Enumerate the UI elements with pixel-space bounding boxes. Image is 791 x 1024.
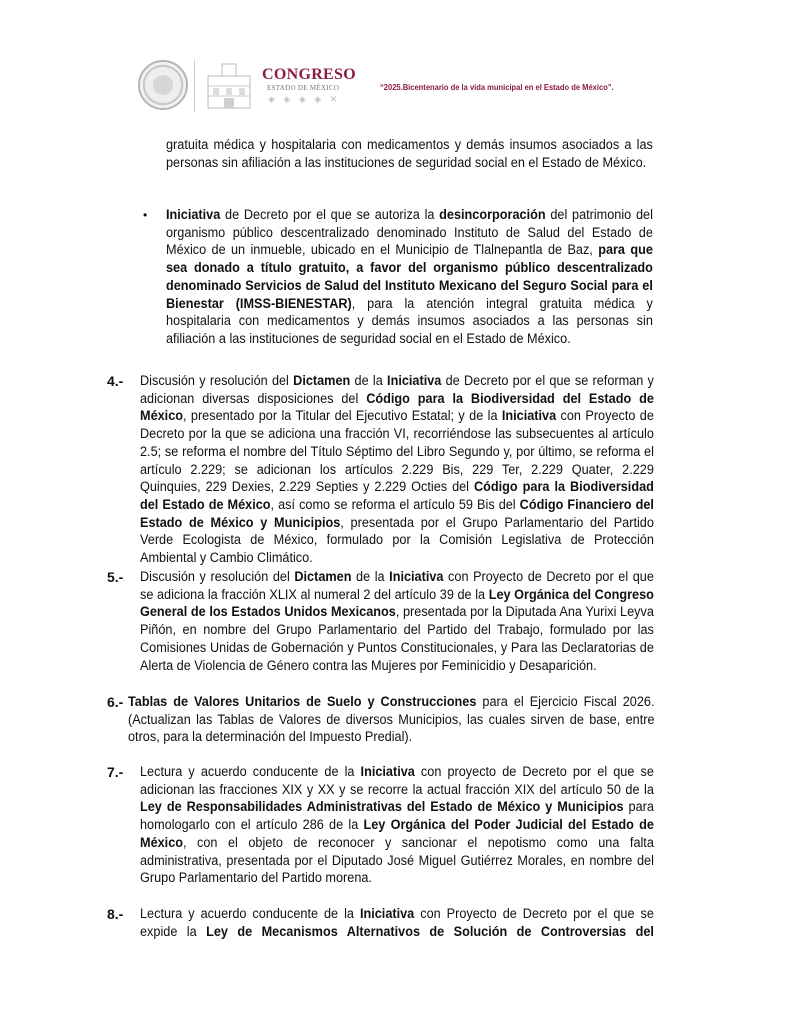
congreso-logo-text: CONGRESO [262,66,356,83]
text: , así como se reforma el artículo 59 Bis del [270,495,520,512]
text: Lectura y acuerdo conducente de la [140,763,361,779]
text: con Proyecto de Decreto por la que se adiciona una fracción VI, recorriéndose las subsecuentes al artículo 2.5; se reforma el nombre del Título Séptimo del Libro Segundo y, por último, se reforma el artículo 2.229; se adicionan los artículos 2.229 Bis, 229 Ter, 2.229 Quater, 2.229 Quinquies, 229 Dexies, 2.229 Septies y 2.229 Octies del [140,407,654,495]
agenda-item-4 [140,372,654,567]
agenda-item-7 [140,763,654,887]
bullet-paragraph [166,206,653,348]
bold-text: Ley Orgánica del Poder Judicial del Estado de México [140,816,654,850]
item-number: 5.- [107,569,124,585]
text: para homologarlo con el artículo 286 de la [140,798,654,833]
bold-text: Dictamen [293,372,351,388]
bold-text: Ley de Responsabilidades Administrativas del Estado de México y Municipios [140,798,624,815]
estado-logo-text: ESTADO DE MÉXICO [267,84,340,92]
text: para el Ejercicio Fiscal 2026. (Actualizan las Tablas de Valores de diversos Municipios, las cuales sirven de base, entre otros, para la determinación del Impuesto Predial). [128,693,655,745]
bold-text: Tablas de Valores Unitarios de Suelo y Construcciones [128,693,477,709]
text: , presentado por la Titular del Ejecutivo Estatal; y de la [183,407,502,424]
agenda-item-8 [140,905,654,940]
text: de la [351,568,390,584]
bold-text: Código Financiero del Estado de México y Municipios [140,495,654,530]
ornament-icons: ◈ ◈ ◈ ◈ ✕ [268,94,341,104]
bold-text: Código para la Biodiversidad del Estado de México [140,478,654,512]
text: , con el objeto de reconocer y sancionar el nepotismo como una falta administrativa, presentada por el Diputado José Miguel Gutiérrez Morales, en nombre del Grupo Parlamentario del Partido morena. [140,833,654,886]
agenda-item-5 [140,568,654,674]
text: , para la atención integral gratuita médica y hospitalaria con medicamentos y demás insumos asociados a las personas sin afiliación a las instituciones de seguridad social en el Estado de México. [166,294,653,346]
text: Discusión y resolución del [140,568,295,584]
bold-text: Iniciativa [389,568,444,584]
header-divider [194,60,195,112]
bold-text: Iniciativa [387,372,442,388]
text: , presentada por la Diputada Ana Yurixi Leyva Piñón, en nombre del Grupo Parlamentario del Partido del Trabajo, formulado por las Comisiones Unidas de Gobernación y Puntos Constitucionales, y Para las Declaratorias de Alerta de Violencia de Género contra las Mujeres por Feminicidio y Desaparición. [140,603,654,673]
bold-text: Dictamen [294,568,352,584]
header-motto: “2025.Bicentenario de la vida municipal en el Estado de México”. [380,82,614,92]
text: con Proyecto de Decreto por el que se expide la [140,905,654,939]
bold-text: Iniciativa [360,763,415,779]
text: del patrimonio del organismo público descentralizado denominado Instituto de Salud del Estado de México de un inmueble, ubicado en el Municipio de Tlalnepantla de Baz, [166,206,653,258]
bold-text: Iniciativa [166,206,221,222]
item-number: 4.- [107,373,124,389]
bold-text: desincorporación [439,206,546,222]
bold-text: para que sea donado a título gratuito, a favor del organismo público descentralizado denominado Servicios de Salud del Instituto Mexicano del Seguro Social para el Bienestar (IMSS-BIENESTAR) [166,241,653,311]
congress-building-icon [204,60,254,110]
item-number: 7.- [107,764,124,780]
text: Discusión y resolución del [140,372,294,388]
bold-text: Ley Orgánica del Congreso General de los Estados Unidos Mexicanos [140,585,654,620]
bold-text: Iniciativa [359,905,415,921]
text: Lectura y acuerdo conducente de la [140,905,360,921]
text: , presentada por el Grupo Parlamentario del Partido Verde Ecologista de México, formulado por la Comisión Legislativa de Protección Ambiental y Cambio Climático. [140,513,654,566]
item-number: 6.- [107,694,124,710]
bold-text: Código para la Biodiversidad del Estado de México [140,389,654,424]
text: con proyecto de Decreto por el que se adicionan las fracciones XIX y XX y se recorre la actual fracción XIX del artículo 50 de la [140,763,654,797]
bullet-icon: • [143,208,148,222]
item-number: 8.- [107,906,124,922]
state-seal-icon [138,60,188,110]
text: de la [350,372,388,388]
bold-text: Ley de Mecanismos Alternativos de Solución de Controversias del [206,922,654,939]
bold-text: Iniciativa [501,407,557,424]
text: de Decreto por el que se autoriza la [220,206,440,222]
text: de Decreto por el que se reforman y adicionan diversas disposiciones del [140,372,654,406]
text: con Proyecto de Decreto por el que se adiciona la fracción XLIX al numeral 2 del artículo 39 de la [140,568,654,602]
continuation-paragraph: gratuita médica y hospitalaria con medicamentos y demás insumos asociados a las personas sin afiliación a las instituciones de seguridad social en el Estado de México. [166,136,653,170]
agenda-item-6 [128,693,655,746]
page-header [0,0,791,120]
